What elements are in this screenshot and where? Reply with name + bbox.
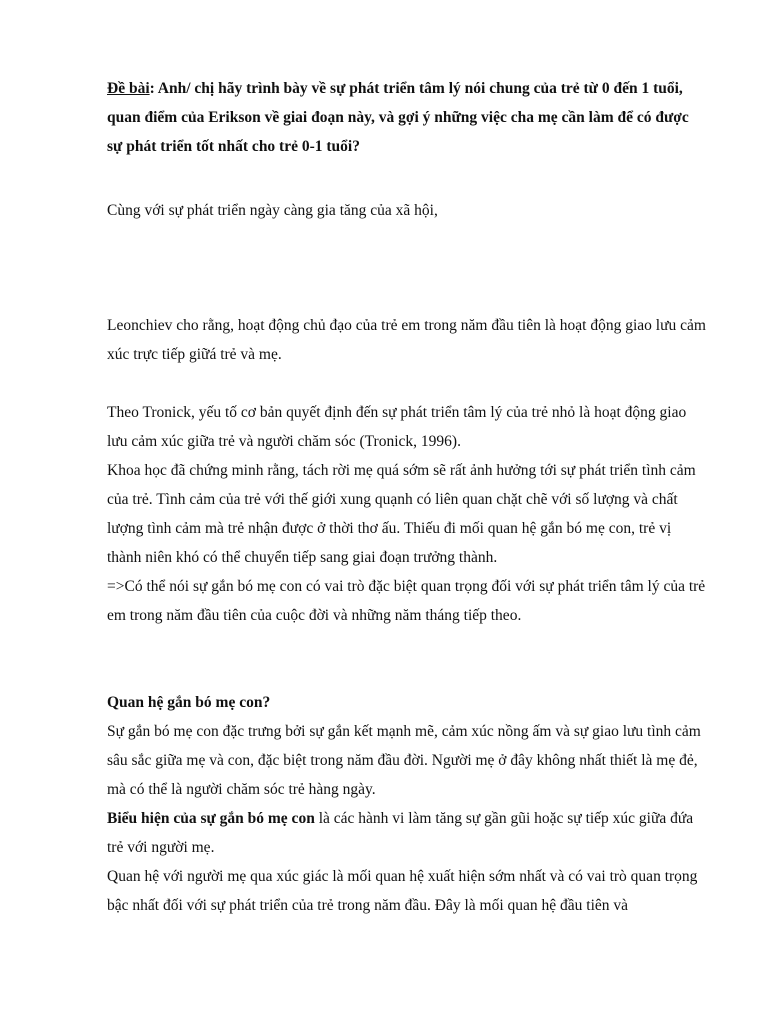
expression-paragraph [107, 804, 707, 862]
leonchiev-paragraph: Leonchiev cho rằng, hoạt động chủ đạo của trẻ em trong năm đầu tiên là hoạt động giao lưu cảm xúc trực tiếp giữá trẻ và mẹ. [107, 317, 706, 363]
science-paragraph: Khoa học đã chứng minh rằng, tách rời mẹ quá sớm sẽ rất ảnh hưởng tới sự phát triển tình cảm của trẻ. Tình cảm của trẻ với thế giới xung quạnh có liên quan chặt chẽ với số lượng và chất lượng tình cảm mà trẻ nhận được ở thời thơ ấu. Thiếu đi mối quan hệ gắn bó mẹ con, trẻ vị thành niên khó có thể chuyển tiếp sang giai đoạn trưởng thành. [107, 462, 696, 566]
touch-paragraph: Quan hệ với người mẹ qua xúc giác là mối quan hệ xuất hiện sớm nhất và có vai trò quan trọng bậc nhất đối với sự phát triển của trẻ trong năm đầu. Đây là mối quan hệ đầu tiên và [107, 868, 698, 914]
expression-text: là các hành vi làm tăng sự gần gũi hoặc sự tiếp xúc giữa đứa trẻ với người mẹ. [107, 810, 694, 856]
section-importance [107, 398, 707, 630]
section-attachment [107, 688, 707, 920]
tronick-paragraph: Theo Tronick, yếu tố cơ bản quyết định đến sự phát triển tâm lý của trẻ nhỏ là hoạt động giao lưu cảm xúc giữa trẻ và người chăm sóc (Tronick, 1996). [107, 404, 687, 450]
intro-paragraph: Cùng với sự phát triển ngày càng gia tăng của xã hội, [107, 202, 438, 219]
assignment-prompt [107, 74, 707, 161]
definition-paragraph: Sự gắn bó mẹ con đặc trưng bởi sự gắn kết mạnh mẽ, cảm xúc nồng ấm và sự giao lưu tình cảm sâu sắc giữa mẹ và con, đặc biệt trong năm đầu đời. Người mẹ ở đây không nhất thiết là mẹ đẻ, mà có thể là người chăm sóc trẻ hàng ngày. [107, 723, 701, 798]
conclusion-paragraph: =>Có thể nói sự gắn bó mẹ con có vai trò đặc biệt quan trọng đối với sự phát triển tâm lý của trẻ em trong năm đầu tiên của cuộc đời và những năm tháng tiếp theo. [107, 578, 706, 624]
prompt-label: Đề bài [107, 80, 150, 97]
section-heading: Quan hệ gắn bó mẹ con? [107, 694, 271, 711]
expression-term: Biểu hiện của sự gắn bó mẹ con [107, 810, 315, 827]
prompt-text: : Anh/ chị hãy trình bày về sự phát triển tâm lý nói chung của trẻ từ 0 đến 1 tuổi, quan điểm của Erikson về giai đoạn này, và gợi ý những việc cha mẹ cần làm để có được sự phát triển tốt nhất cho trẻ 0-1 tuổi? [107, 80, 689, 155]
